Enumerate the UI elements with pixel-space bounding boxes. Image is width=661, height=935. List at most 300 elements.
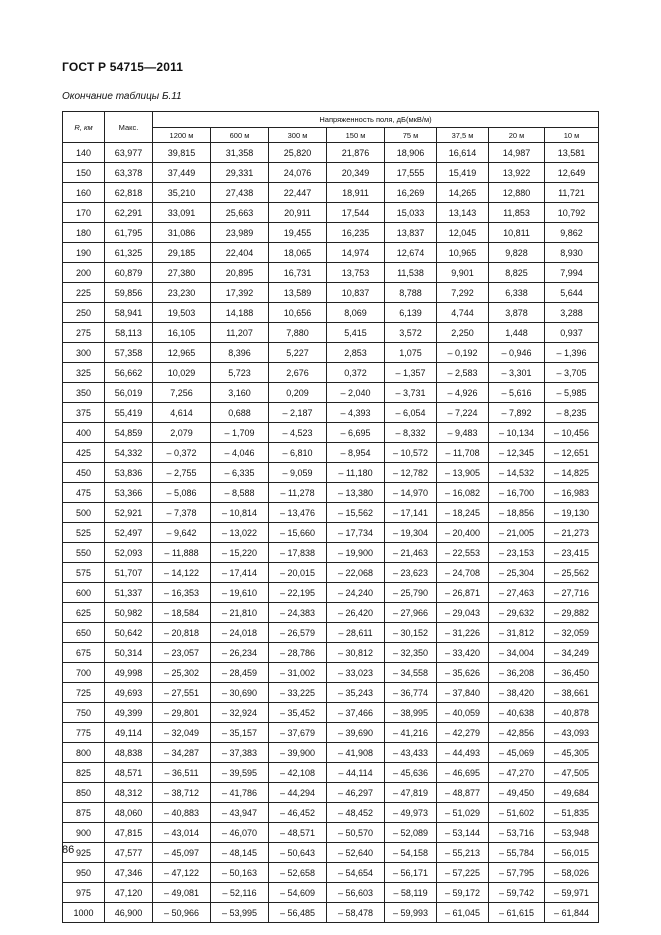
cell-distance: 550 [63,543,105,563]
cell-value: – 1,396 [545,343,599,363]
col-header-max: Макс. [105,112,153,143]
cell-value: – 0,192 [437,343,489,363]
table-caption: Окончание таблицы Б.11 [62,91,182,102]
cell-value: 0,937 [545,323,599,343]
cell-value: 8,930 [545,243,599,263]
cell-value: – 26,234 [211,643,269,663]
cell-value: – 24,240 [327,583,385,603]
cell-value: 16,614 [437,143,489,163]
cell-value: 5,415 [327,323,385,343]
cell-value: 2,079 [153,423,211,443]
cell-value: – 29,882 [545,603,599,623]
col-header-height: 600 м [211,128,269,143]
cell-value: 8,825 [489,263,545,283]
cell-value: 9,901 [437,263,489,283]
cell-distance: 250 [63,303,105,323]
cell-value: 13,581 [545,143,599,163]
cell-max: 61,795 [105,223,153,243]
cell-value: – 25,790 [385,583,437,603]
cell-value: – 59,742 [489,883,545,903]
col-header-group: Напряженность поля, дБ(мкВ/м) [153,112,599,128]
cell-value: – 24,383 [269,603,327,623]
cell-value: – 59,971 [545,883,599,903]
cell-value: 29,331 [211,163,269,183]
cell-value: 8,069 [327,303,385,323]
cell-value: – 46,070 [211,823,269,843]
cell-value: – 8,235 [545,403,599,423]
cell-value: 15,033 [385,203,437,223]
cell-value: 0,688 [211,403,269,423]
cell-value: – 33,023 [327,663,385,683]
cell-value: – 42,279 [437,723,489,743]
cell-value: 5,227 [269,343,327,363]
table-row [63,723,599,743]
table-row [63,683,599,703]
cell-value: 23,230 [153,283,211,303]
cell-distance: 650 [63,623,105,643]
cell-distance: 675 [63,643,105,663]
cell-value: – 21,810 [211,603,269,623]
cell-value: – 8,588 [211,483,269,503]
cell-value: – 28,786 [269,643,327,663]
cell-value: – 19,304 [385,523,437,543]
cell-value: – 36,511 [153,763,211,783]
cell-value: – 9,483 [437,423,489,443]
cell-value: 16,105 [153,323,211,343]
cell-value: – 0,946 [489,343,545,363]
cell-value: – 22,195 [269,583,327,603]
table-row [63,443,599,463]
cell-value: 7,880 [269,323,327,343]
table-row [63,583,599,603]
cell-value: – 58,478 [327,903,385,923]
cell-max: 49,399 [105,703,153,723]
field-strength-table [62,111,599,923]
table-row [63,403,599,423]
cell-value: 25,820 [269,143,327,163]
cell-distance: 825 [63,763,105,783]
cell-value: – 14,825 [545,463,599,483]
table-row [63,843,599,863]
cell-max: 52,497 [105,523,153,543]
cell-value: – 37,840 [437,683,489,703]
cell-max: 58,941 [105,303,153,323]
col-header-r: R, км [63,112,105,143]
cell-value: 1,075 [385,343,437,363]
cell-distance: 800 [63,743,105,763]
cell-value: – 47,819 [385,783,437,803]
cell-value: – 53,948 [545,823,599,843]
col-header-height: 150 м [327,128,385,143]
table-row [63,223,599,243]
cell-max: 62,291 [105,203,153,223]
cell-value: – 58,119 [385,883,437,903]
cell-value: 5,723 [211,363,269,383]
cell-value: – 56,171 [385,863,437,883]
cell-value: – 31,226 [437,623,489,643]
cell-value: – 43,947 [211,803,269,823]
cell-value: 17,392 [211,283,269,303]
cell-value: – 29,043 [437,603,489,623]
cell-value: – 35,626 [437,663,489,683]
cell-distance: 160 [63,183,105,203]
table-row [63,783,599,803]
cell-value: – 28,611 [327,623,385,643]
cell-value: – 36,208 [489,663,545,683]
cell-value: – 4,523 [269,423,327,443]
cell-value: – 47,122 [153,863,211,883]
cell-value: – 25,302 [153,663,211,683]
cell-value: 19,503 [153,303,211,323]
cell-value: – 55,784 [489,843,545,863]
cell-distance: 775 [63,723,105,743]
cell-value: – 53,995 [211,903,269,923]
cell-value: – 3,731 [385,383,437,403]
cell-value: – 13,022 [211,523,269,543]
cell-value: 10,792 [545,203,599,223]
table-row [63,743,599,763]
cell-max: 57,358 [105,343,153,363]
cell-value: 35,210 [153,183,211,203]
cell-value: 2,250 [437,323,489,343]
cell-value: 11,207 [211,323,269,343]
cell-max: 52,093 [105,543,153,563]
cell-max: 49,998 [105,663,153,683]
cell-distance: 170 [63,203,105,223]
cell-value: – 15,562 [327,503,385,523]
cell-value: – 54,609 [269,883,327,903]
cell-value: – 34,004 [489,643,545,663]
cell-value: 23,989 [211,223,269,243]
cell-value: – 34,249 [545,643,599,663]
cell-value: – 20,015 [269,563,327,583]
cell-value: – 6,695 [327,423,385,443]
cell-value: 16,731 [269,263,327,283]
cell-max: 46,900 [105,903,153,923]
cell-value: – 10,572 [385,443,437,463]
cell-value: 10,965 [437,243,489,263]
cell-value: 11,853 [489,203,545,223]
cell-value: – 19,130 [545,503,599,523]
cell-value: 16,269 [385,183,437,203]
cell-value: – 2,755 [153,463,211,483]
cell-value: – 23,153 [489,543,545,563]
cell-value: – 40,883 [153,803,211,823]
cell-value: – 4,926 [437,383,489,403]
cell-value: – 16,353 [153,583,211,603]
cell-value: – 49,684 [545,783,599,803]
cell-value: – 58,026 [545,863,599,883]
cell-value: – 29,632 [489,603,545,623]
cell-max: 47,120 [105,883,153,903]
cell-value: – 31,002 [269,663,327,683]
table-row [63,803,599,823]
cell-value: 11,721 [545,183,599,203]
cell-value: – 51,835 [545,803,599,823]
cell-value: 18,911 [327,183,385,203]
cell-value: – 14,532 [489,463,545,483]
cell-value: – 36,450 [545,663,599,683]
cell-distance: 300 [63,343,105,363]
table-row [63,483,599,503]
cell-distance: 150 [63,163,105,183]
cell-value: – 11,888 [153,543,211,563]
cell-value: – 38,995 [385,703,437,723]
cell-value: – 40,638 [489,703,545,723]
cell-max: 52,921 [105,503,153,523]
cell-max: 60,879 [105,263,153,283]
cell-value: 20,349 [327,163,385,183]
cell-max: 48,838 [105,743,153,763]
cell-value: – 13,380 [327,483,385,503]
cell-max: 51,707 [105,563,153,583]
cell-value: – 23,057 [153,643,211,663]
cell-value: – 5,086 [153,483,211,503]
cell-value: – 17,838 [269,543,327,563]
cell-max: 54,332 [105,443,153,463]
cell-value: – 43,093 [545,723,599,743]
cell-value: – 38,712 [153,783,211,803]
table-row [63,203,599,223]
cell-max: 63,977 [105,143,153,163]
cell-max: 54,859 [105,423,153,443]
cell-value: – 14,122 [153,563,211,583]
cell-distance: 725 [63,683,105,703]
cell-value: – 42,856 [489,723,545,743]
cell-value: 22,404 [211,243,269,263]
cell-value: – 11,708 [437,443,489,463]
cell-max: 48,571 [105,763,153,783]
cell-distance: 180 [63,223,105,243]
cell-value: – 33,420 [437,643,489,663]
cell-distance: 450 [63,463,105,483]
cell-value: – 43,014 [153,823,211,843]
cell-max: 50,314 [105,643,153,663]
cell-value: – 16,983 [545,483,599,503]
cell-distance: 1000 [63,903,105,923]
cell-max: 47,577 [105,843,153,863]
cell-value: 13,837 [385,223,437,243]
cell-distance: 875 [63,803,105,823]
cell-value: 17,544 [327,203,385,223]
cell-value: – 61,615 [489,903,545,923]
cell-value: – 50,570 [327,823,385,843]
cell-value: – 5,985 [545,383,599,403]
table-row [63,283,599,303]
cell-value: – 51,602 [489,803,545,823]
cell-value: 27,438 [211,183,269,203]
cell-value: 22,447 [269,183,327,203]
cell-value: – 48,571 [269,823,327,843]
cell-value: – 32,059 [545,623,599,643]
cell-value: – 22,068 [327,563,385,583]
cell-value: – 49,081 [153,883,211,903]
cell-value: – 37,679 [269,723,327,743]
cell-value: – 48,145 [211,843,269,863]
table-row [63,763,599,783]
cell-value: – 26,871 [437,583,489,603]
cell-value: 6,338 [489,283,545,303]
cell-value: – 47,505 [545,763,599,783]
cell-value: – 35,157 [211,723,269,743]
table-row [63,523,599,543]
cell-max: 63,378 [105,163,153,183]
cell-value: 31,086 [153,223,211,243]
cell-value: – 6,054 [385,403,437,423]
cell-value: – 41,786 [211,783,269,803]
cell-value: 21,876 [327,143,385,163]
cell-value: – 17,414 [211,563,269,583]
table-row [63,623,599,643]
cell-value: – 50,163 [211,863,269,883]
cell-value: – 18,245 [437,503,489,523]
table-row [63,323,599,343]
cell-value: – 27,551 [153,683,211,703]
cell-value: 14,188 [211,303,269,323]
cell-distance: 400 [63,423,105,443]
cell-value: – 2,040 [327,383,385,403]
cell-value: 7,256 [153,383,211,403]
cell-value: – 61,045 [437,903,489,923]
document-header: ГОСТ Р 54715—2011 [62,60,184,74]
cell-value: 9,862 [545,223,599,243]
cell-value: – 38,420 [489,683,545,703]
cell-value: – 39,690 [327,723,385,743]
table-row [63,543,599,563]
cell-max: 58,113 [105,323,153,343]
cell-value: – 10,814 [211,503,269,523]
cell-value: – 40,878 [545,703,599,723]
cell-value: – 44,114 [327,763,385,783]
cell-value: – 18,584 [153,603,211,623]
cell-value: – 7,378 [153,503,211,523]
cell-value: – 23,623 [385,563,437,583]
cell-value: – 45,069 [489,743,545,763]
cell-value: – 38,661 [545,683,599,703]
cell-value: – 37,466 [327,703,385,723]
cell-value: – 23,415 [545,543,599,563]
table-head [63,112,599,143]
cell-value: – 53,716 [489,823,545,843]
cell-value: 10,029 [153,363,211,383]
col-header-height: 20 м [489,128,545,143]
cell-value: – 44,294 [269,783,327,803]
cell-value: – 46,695 [437,763,489,783]
cell-value: – 17,141 [385,503,437,523]
cell-distance: 950 [63,863,105,883]
cell-value: – 52,116 [211,883,269,903]
cell-value: – 19,900 [327,543,385,563]
cell-value: 24,076 [269,163,327,183]
cell-value: – 11,180 [327,463,385,483]
cell-value: – 46,452 [269,803,327,823]
cell-value: – 32,924 [211,703,269,723]
cell-value: – 7,224 [437,403,489,423]
cell-max: 59,856 [105,283,153,303]
col-header-height: 10 м [545,128,599,143]
cell-value: – 57,225 [437,863,489,883]
col-header-height: 1200 м [153,128,211,143]
table-row [63,263,599,283]
cell-value: – 25,562 [545,563,599,583]
cell-value: – 12,651 [545,443,599,463]
cell-value: – 56,603 [327,883,385,903]
cell-value: – 40,059 [437,703,489,723]
cell-value: – 5,616 [489,383,545,403]
cell-value: – 54,158 [385,843,437,863]
cell-value: – 26,420 [327,603,385,623]
table-row [63,863,599,883]
cell-value: – 8,954 [327,443,385,463]
cell-value: – 4,393 [327,403,385,423]
col-header-height: 37,5 м [437,128,489,143]
cell-value: 33,091 [153,203,211,223]
cell-distance: 975 [63,883,105,903]
cell-max: 55,419 [105,403,153,423]
cell-value: – 8,332 [385,423,437,443]
cell-value: – 49,973 [385,803,437,823]
cell-max: 62,818 [105,183,153,203]
cell-distance: 750 [63,703,105,723]
cell-distance: 575 [63,563,105,583]
table-body [63,143,599,923]
cell-value: 3,572 [385,323,437,343]
cell-value: – 53,144 [437,823,489,843]
cell-max: 50,642 [105,623,153,643]
cell-value: – 21,463 [385,543,437,563]
cell-value: 3,160 [211,383,269,403]
table-row [63,703,599,723]
table-row [63,503,599,523]
table-row [63,903,599,923]
cell-value: – 20,400 [437,523,489,543]
cell-value: – 30,690 [211,683,269,703]
cell-value: – 41,908 [327,743,385,763]
cell-value: – 10,456 [545,423,599,443]
cell-value: – 24,018 [211,623,269,643]
cell-value: – 47,270 [489,763,545,783]
cell-value: – 27,463 [489,583,545,603]
cell-value: – 59,172 [437,883,489,903]
cell-value: – 9,642 [153,523,211,543]
cell-value: 1,448 [489,323,545,343]
cell-value: – 13,905 [437,463,489,483]
table-row [63,243,599,263]
cell-value: 2,853 [327,343,385,363]
cell-value: – 39,900 [269,743,327,763]
cell-value: 18,065 [269,243,327,263]
cell-value: 7,292 [437,283,489,303]
cell-max: 51,337 [105,583,153,603]
cell-value: – 6,335 [211,463,269,483]
cell-value: – 29,801 [153,703,211,723]
cell-value: – 45,636 [385,763,437,783]
cell-value: – 30,152 [385,623,437,643]
cell-value: 3,878 [489,303,545,323]
cell-value: 37,449 [153,163,211,183]
cell-distance: 325 [63,363,105,383]
cell-max: 47,346 [105,863,153,883]
cell-value: – 25,304 [489,563,545,583]
cell-value: 0,209 [269,383,327,403]
table-row [63,563,599,583]
table-row [63,383,599,403]
table-row [63,163,599,183]
cell-value: 4,614 [153,403,211,423]
cell-value: 12,674 [385,243,437,263]
cell-value: 14,974 [327,243,385,263]
cell-value: 4,744 [437,303,489,323]
